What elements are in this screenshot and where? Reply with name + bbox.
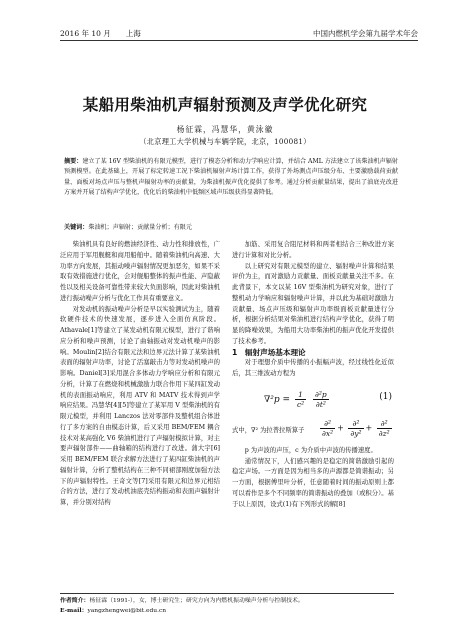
abstract-label: 摘要： bbox=[64, 158, 83, 165]
left-column bbox=[60, 240, 220, 509]
body-paragraph: 通常情况下，人们感兴趣的是稳定的简谐激励引起的稳定声场。一方面是因为相当多的声源都是简谐振动；另一方面，根据傅里叶分析，任意随着时间的振动原则上都可以看作是多个不同频率的简谐振动的叠加（或积分）。基于以上原因，设式(1)有下列形式的解[8] bbox=[232, 457, 394, 508]
email-label: E-mail： bbox=[60, 607, 88, 614]
author-list: 杨征霖，冯慧华，黄泳徽 bbox=[176, 125, 274, 134]
affiliation: （北京理工大学机械与车辆学院，北京，100081） bbox=[139, 137, 311, 146]
abstract-text: 建立了某 16V 型柴油机的有限元模型，进行了模态分析和动力学响应计算，并结合 AML 方法建立了该柴油机声辐射预测模型。在此基础上，开展了标定转速工况下柴油机辐射声场计算工作，获得了外场测点声压级分布、主要激励载荷贡献量、面板对场点声压与整机声辐射功率的贡献量，为柴油机振声优化提供了参考。通过分析贡献量结果，提出了油底壳改进方案并开展了结构声学优化，优化后的柴油机中低频区域声压级获得显著降低。 bbox=[64, 158, 398, 196]
author-email bbox=[60, 606, 394, 616]
email-address: yangzhengwei@bit.edu.cn bbox=[87, 608, 167, 614]
abstract bbox=[64, 157, 398, 198]
laplacian-definition bbox=[232, 418, 394, 446]
body-paragraph: p 为声波的声压，c 为介质中声波的传播速度。 bbox=[244, 446, 377, 454]
wave-equation bbox=[232, 384, 394, 414]
equation-body: ∇²p = $\frac{1}{\text{c²}}$ $\frac{\text{∂²p}}{\text{∂t²}}$ bbox=[264, 389, 327, 409]
body-paragraph: 以上研究对有限元模型的建立、辐射噪声计算和结果评价为主，而对激励力贡献量、面板贡献量关注不多。在此背景下，本文以某 16V 型柴油机为研究对象，进行了整机动力学响应和辐射噪声计算，并以此为基础对激励力贡献量、场点声压级和辐射声功率级面板贡献量进行分析，根据分析结果对柴油机进行结构声学优化，获得了明显的降噪效果，为船用大功率柴油机的振声优化开发提供了技术参考。 bbox=[232, 262, 394, 345]
body-paragraph: 柴油机具有良好的燃油经济性、动力性和排放性，广泛应用于军用舰艇和商用船舶中。随着柴油机向高速、大功率方向发展，其振动噪声辐射情况更加恶劣，如果不采取有效措施进行优化，会对舰船整体的振声性能、声隐蔽性以及相关设备可靠性带来较大负面影响，因此对柴油机进行振动噪声分析与优化工作具有重要意义。 bbox=[60, 241, 220, 302]
running-header bbox=[60, 28, 418, 41]
footnote bbox=[60, 593, 394, 616]
keywords-label: 关键词： bbox=[64, 224, 89, 231]
body-paragraph: 加筋、采用复合阻尼材料和两者相结合三种改进方案进行计算和对比分析。 bbox=[232, 241, 394, 259]
header-conference: 中国内燃机学会第九届学术年会 bbox=[313, 29, 418, 38]
body-paragraph: 对发动机的振动噪声分析是早以实验测试为主，随着软硬件技术的快速发展，逐步进入全面仿真阶段。Athavale[1]等建立了某发动机有限元模型，进行了谐响应分析和噪声预测，讨论了曲轴振动对发动机噪声的影响。Moulin[2]结合有限元法和边界元法计算了某柴油机表面的辐射声功率，讨论了活塞敲击力等对发动机噪声的影响。Daniel[3]采用混合多体动力学响应分析和有限元分析，计算了在燃烧和机械激励力联合作用下某四缸发动机的表面振动响应，利用 ATV 和 MATV 技术得到声学响应结果。冯慧华[4][5]等建立了某军用 V 型柴油机的有限元模型，并利用 Lanczos 法对零部件及整机组合体进行了多方案的自由模态计算，后又采用 BEM/FEM 耦合技术对某高强化 V6 柴油机进行了声辐射模拟计算，对主要声辐射部件——曲轴箱的结构进行了改进。蒲大宇[6]采用 BEM/FEM 联合求解方法进行了某四缸柴油机的声辐射计算，分析了整机结构在三种不同裙部刚度加强方法下的声辐射特性。王奇文等[7]采用有限元和边界元相结合的方法，进行了发动机油底壳结构振动和表面声辐射计算，并分别对结构 bbox=[60, 305, 220, 506]
keywords-text: 柴油机；声辐射；贡献量分析；有限元 bbox=[88, 224, 192, 231]
right-column bbox=[232, 240, 394, 510]
paper-title: 某船用柴油机声辐射预测及声学优化研究 bbox=[82, 96, 368, 114]
equation-label: 式中，∇² 为拉普拉斯算子 bbox=[232, 426, 305, 434]
author-bio-text: 杨征霖（1991-），女，博士研究生；研究方向为内燃机振动噪声分析与控制技术。 bbox=[89, 598, 304, 604]
keywords bbox=[64, 222, 398, 231]
body-paragraph: 对于理想介质中传播的小振幅声波，经过线性化近似后，其三维波动方程为 bbox=[232, 359, 394, 377]
author-bio bbox=[60, 596, 394, 606]
section-heading: 1 辐射声场基本理论 bbox=[232, 347, 306, 357]
laplacian-expression: $\frac{\text{∂²}}{\text{∂x²}}$ + $\frac{\text{∂²}}{\text{∂y²}}$ + $\frac{\text{∂²}}{\text{∂z²}}$ bbox=[322, 418, 390, 438]
header-date-location: 2016 年 10 月 上海 bbox=[60, 29, 141, 38]
author-bio-label: 作者简介： bbox=[60, 597, 90, 604]
equation-number: (1) bbox=[379, 391, 392, 402]
